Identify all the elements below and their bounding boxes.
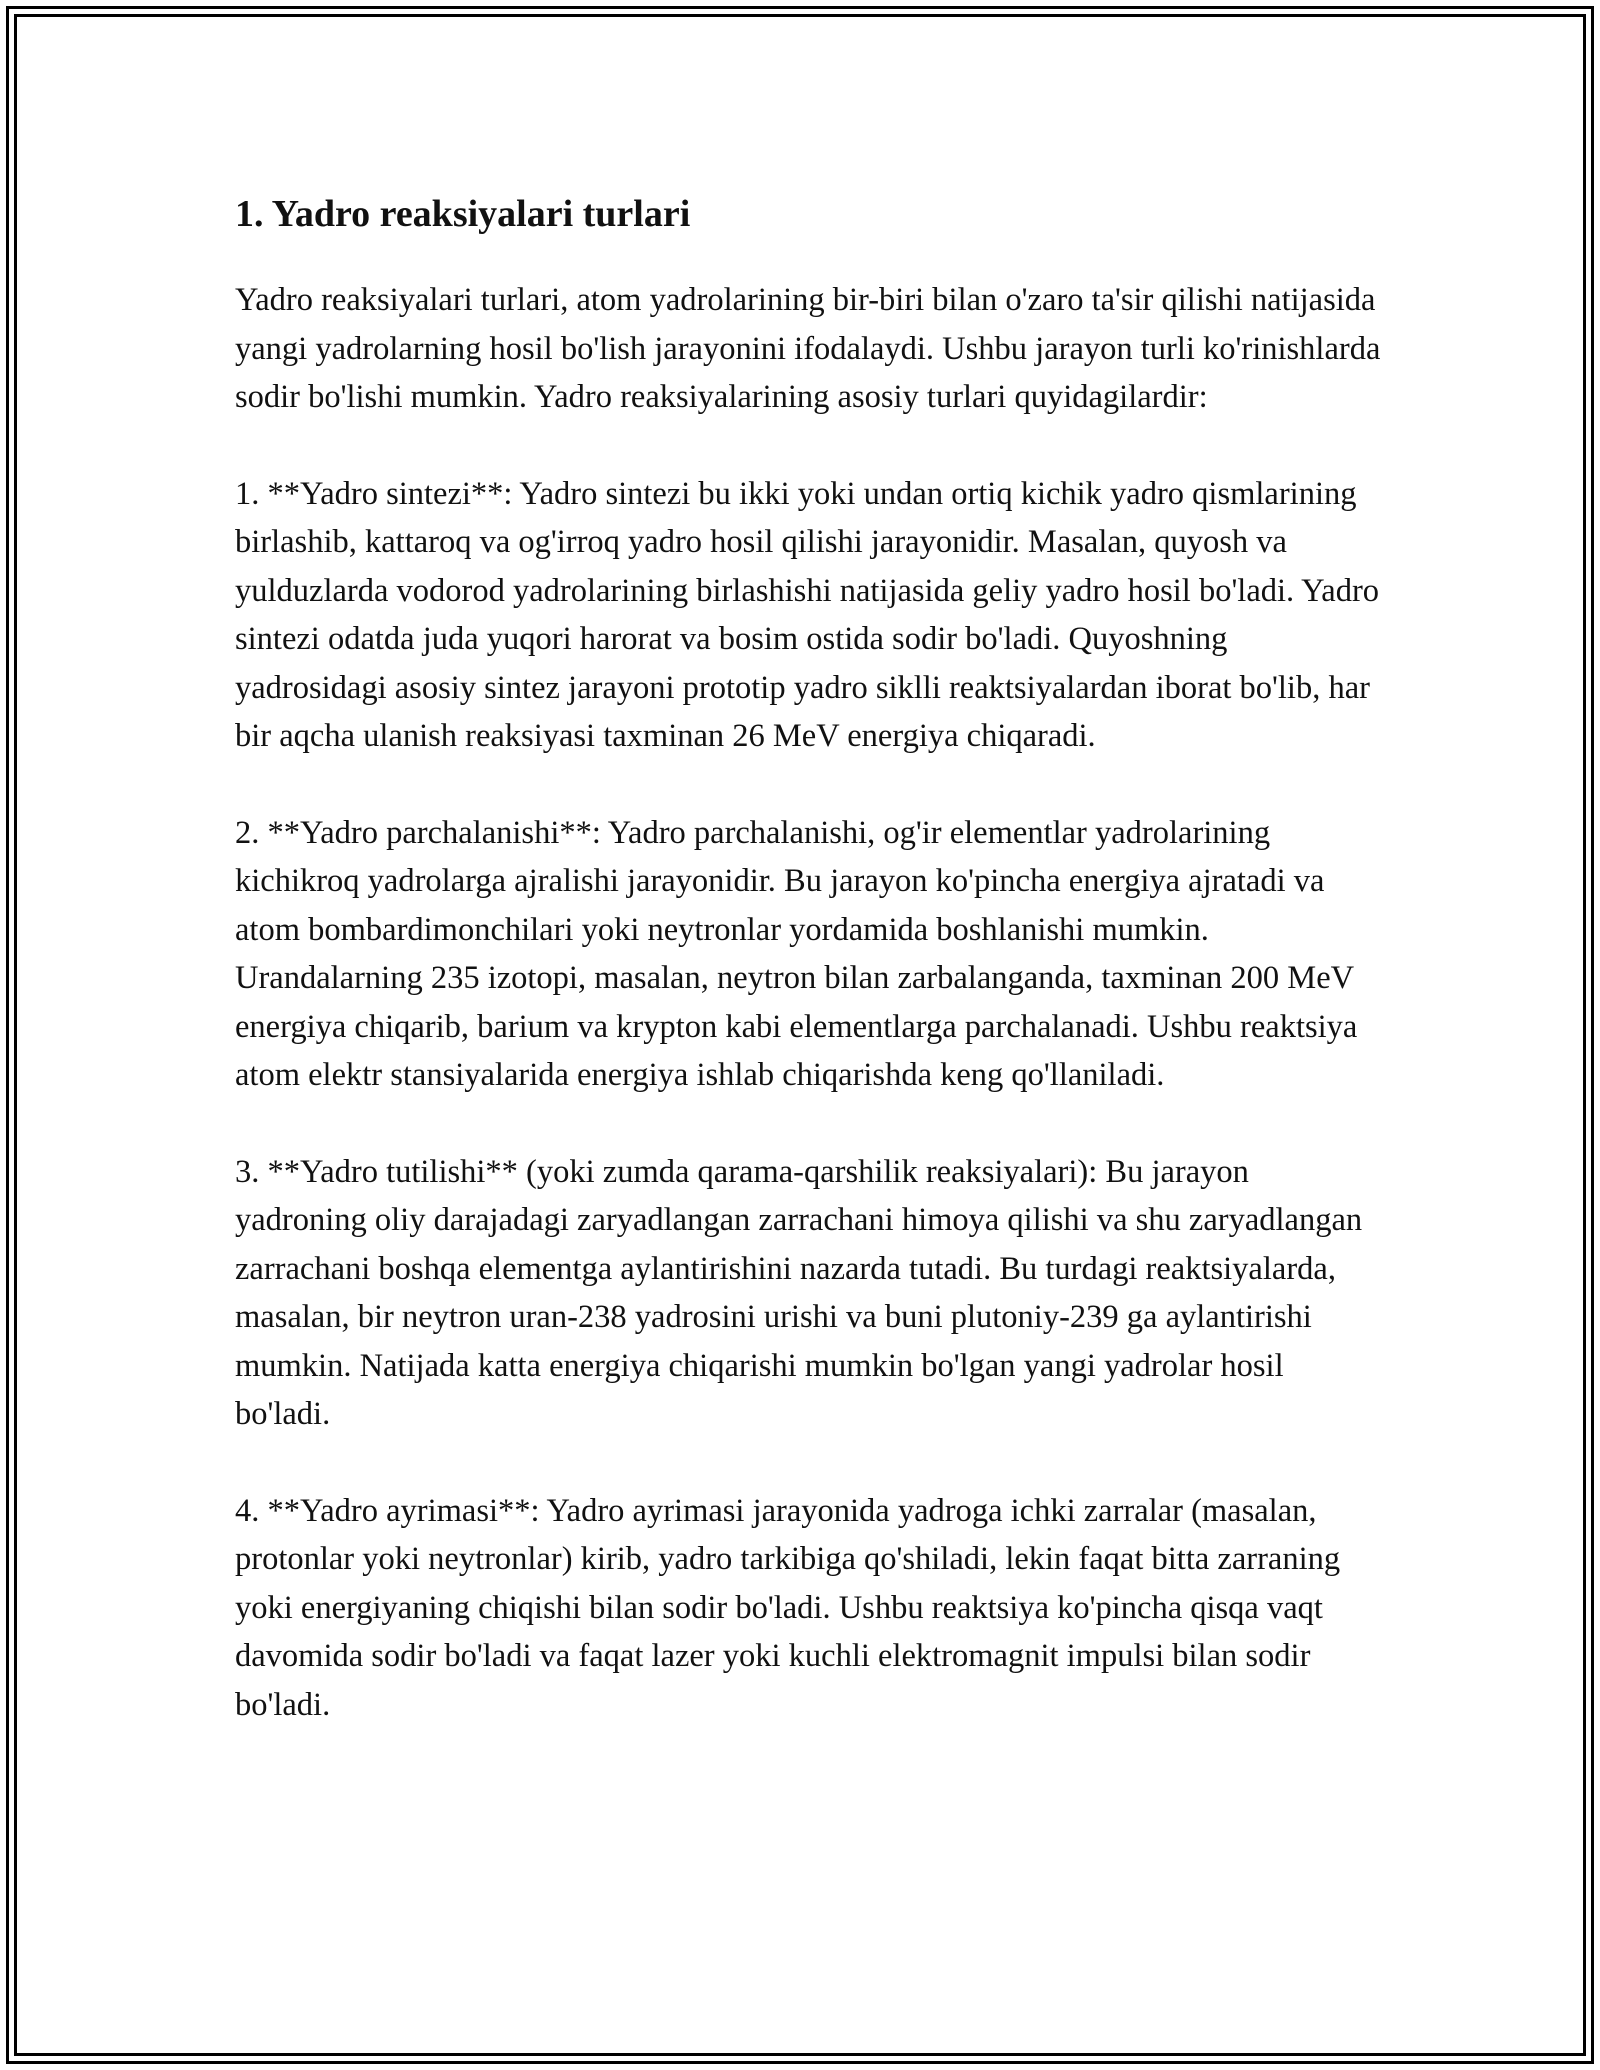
paragraph-yadro-tutilishi: 3. **Yadro tutilishi** (yoki zumda qarama-qarshilik reaksiyalari): Bu jarayon yadroning oliy darajadagi zaryadlangan zarrachani himoya qilishi va shu zaryadlangan zarrachani boshqa elementga aylantirishini nazarda tutadi. Bu turdagi reaktsiyalarda, masalan, bir neytron uran-238 yadrosini urishi va buni plutoniy-239 ga aylantirishi mumkin. Natijada katta energiya chiqarishi mumkin bo'lgan yangi yadrolar hosil bo'ladi.: [235, 1153, 1371, 1432]
document-body: [235, 186, 1389, 1777]
intro-paragraph: Yadro reaksiyalari turlari, atom yadrolarining bir-biri bilan o'zaro ta'sir qilishi natijasida yangi yadrolarning hosil bo'lish jarayonini ifodalaydi. Ushbu jarayon turli ko'rinishlarda sodir bo'lishi mumkin. Yadro reaksiyalarining asosiy turlari quyidagilardir:: [235, 282, 1389, 415]
paragraph-yadro-parchalanishi: 2. **Yadro parchalanishi**: Yadro parchalanishi, og'ir elementlar yadrolarining kichikroq yadrolarga ajralishi jarayonidir. Bu jarayon ko'pincha energiya ajratadi va atom bombardimonchilari yoki neytronlar yordamida boshlanishi mumkin. Urandalarning 235 izotopi, masalan, neytron bilan zarbalanganda, taxminan 200 MeV energiya chiqarib, barium va krypton kabi elementlarga parchalanadi. Ushbu reaktsiya atom elektr stansiyalarida energiya ishlab chiqarishda keng qo'llaniladi.: [235, 814, 1366, 1093]
paragraph-yadro-sintezi: 1. **Yadro sintezi**: Yadro sintezi bu ikki yoki undan ortiq kichik yadro qismlarining birlashib, kattaroq va og'irroq yadro hosil qilishi jarayonidir. Masalan, quyosh va yulduzlarda vodorod yadrolarining birlashishi natijasida geliy yadro hosil bo'ladi. Yadro sintezi odatda juda yuqori harorat va bosim ostida sodir bo'ladi. Quyoshning yadrosidagi asosiy sintez jarayoni prototip yadro siklli reaktsiyalardan iborat bo'lib, har bir aqcha ulanish reaksiyasi taxminan 26 MeV energiya chiqaradi.: [235, 475, 1388, 754]
paragraph-yadro-ayrimasi: 4. **Yadro ayrimasi**: Yadro ayrimasi jarayonida yadroga ichki zarralar (masalan, protonlar yoki neytronlar) kirib, yadro tarkibiga qo'shiladi, lekin faqat bitta zarraning yoki energiyaning chiqishi bilan sodir bo'ladi. Ushbu reaktsiya ko'pincha qisqa vaqt davomida sodir bo'ladi va faqat lazer yoki kuchli elektromagnit impulsi bilan sodir bo'ladi.: [235, 1492, 1349, 1723]
section-title: 1. Yadro reaksiyalari turlari: [235, 193, 691, 235]
